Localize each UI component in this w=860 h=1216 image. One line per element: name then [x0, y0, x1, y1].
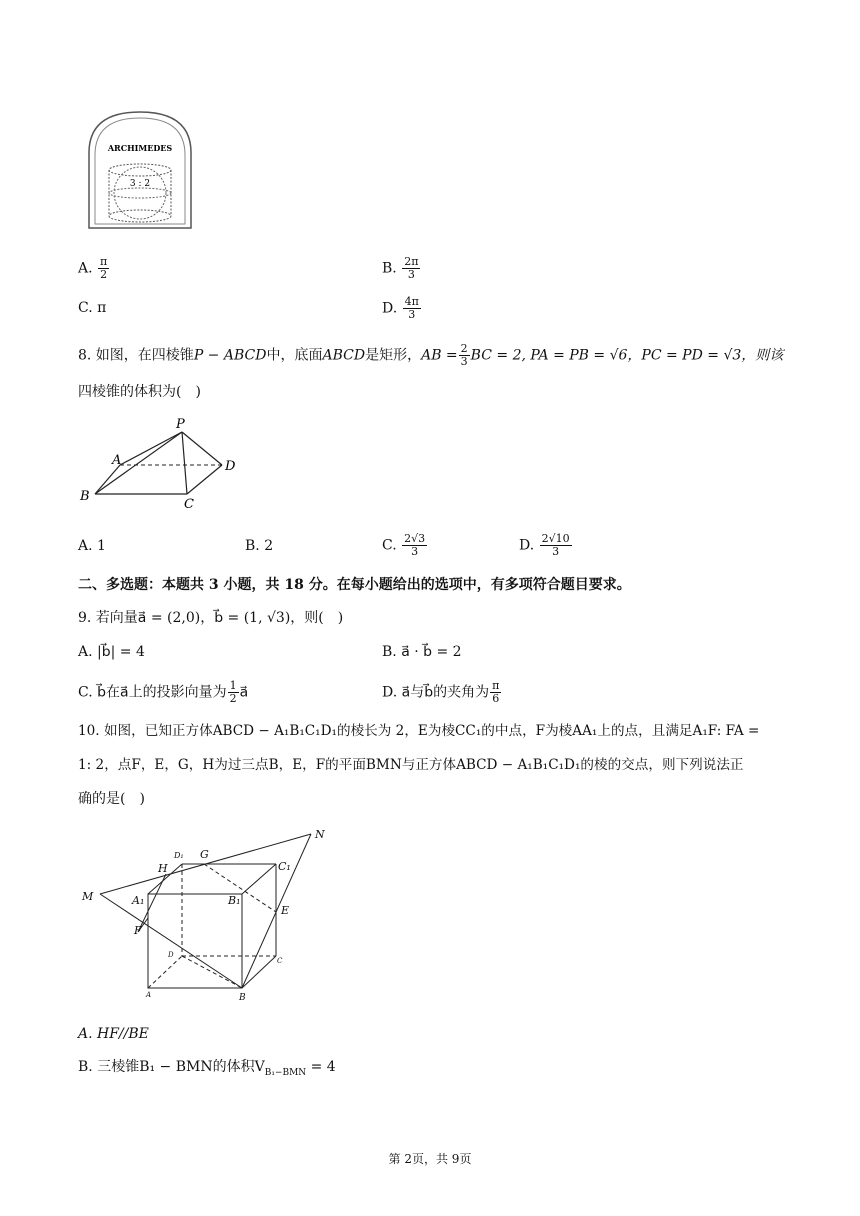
q8-label-p: P [176, 417, 185, 432]
q10-option-b: B. 三棱锥B₁ − BMN的体积$V_{B_1-BMN} = 4$ [78, 1059, 336, 1078]
section-heading: 二、多选题：本题共 3 小题，共 18 分。在每小题给出的选项中，有多项符合题目要求。 [78, 577, 631, 593]
q7-option-d: D. $\frac{4\pi}{3}$ [382, 295, 419, 321]
q10-cube-figure [78, 826, 338, 1006]
q10-label-d: D [168, 951, 174, 959]
q10-stem-line1: 10. 如图，已知正方体ABCD − A₁B₁C₁D₁的棱长为 2，E为棱CC₁的中点，F为棱AA₁上的点，且满足A₁F: FA = [78, 723, 760, 739]
archimedes-label: ARCHIMEDES [107, 143, 173, 153]
q7-option-c: C. π [78, 300, 107, 316]
archimedes-tomb-figure [85, 108, 195, 230]
q8-stem-line2: 四棱锥的体积为( ) [78, 384, 201, 400]
q10-label-d1: D₁ [174, 851, 184, 860]
page-footer: 第 2页，共 9页 [388, 1152, 472, 1166]
q9-option-d: D. a⃗与b⃗的夹角为 $\frac{\pi}{6}$ [382, 679, 500, 705]
cylinder-bottom [109, 210, 171, 222]
q8-stem-line1: 8. 如图，在四棱锥P − ABCD中，底面ABCD是矩形，AB = $\frac{2}{3}$ BC = 2, PA = PB = √6，PC = PD = √3，则该 [78, 342, 784, 368]
q10-label-n: N [315, 828, 325, 841]
q10-label-e: E [281, 904, 290, 917]
sphere-equator [109, 188, 171, 198]
q8-label-a: A [112, 453, 122, 468]
q10-label-a: A [146, 991, 152, 999]
cylinder-top [109, 164, 171, 176]
q8-option-b: B. 2 [245, 538, 274, 554]
q9-stem: 9. 若向量a⃗ = (2,0)，b⃗ = (1, √3)，则( ) [78, 610, 344, 626]
q10-label-b1: B₁ [228, 894, 241, 907]
q8-pyramid-figure [75, 412, 245, 512]
q10-label-c: C [277, 957, 283, 965]
q8-label-d: D [225, 459, 236, 474]
q8-label-b: B [80, 489, 90, 504]
q10-stem-line3: 确的是( ) [78, 791, 145, 807]
q10-label-f: F [134, 924, 142, 937]
q8-option-d: D. $\frac{2√10}{3}$ [519, 532, 570, 558]
q7-option-b: B. $\frac{2\pi}{3}$ [382, 255, 419, 281]
q10-stem-line2: 1: 2，点F，E，G，H为过三点B，E，F的平面BMN与正方体ABCD − A₁B₁C₁D₁的棱的交点，则下列说法正 [78, 757, 744, 773]
q9-option-c: C. b⃗在a⃗上的投影向量为 $\frac{1}{2}$ a⃗ [78, 679, 249, 705]
q10-label-h: H [158, 862, 168, 875]
q10-label-a1: A₁ [132, 894, 145, 907]
q10-label-g: G [200, 848, 209, 861]
q10-option-a: A. HF//BE [78, 1026, 149, 1042]
q9-option-b: B. a⃗ · b⃗ = 2 [382, 644, 462, 660]
q10-label-b: B [239, 993, 246, 1003]
q10-label-m: M [82, 890, 94, 903]
q7-option-a: A. $\frac{\pi}{2}$ [78, 255, 108, 281]
ratio-label: 3 : 2 [129, 179, 151, 189]
q8-option-c: C. $\frac{2√3}{3}$ [382, 532, 426, 558]
q9-option-a: A. |b⃗| = 4 [78, 644, 145, 660]
q10-label-c1: C₁ [278, 860, 291, 873]
q8-label-c: C [184, 497, 194, 512]
q8-option-a: A. 1 [78, 538, 106, 554]
